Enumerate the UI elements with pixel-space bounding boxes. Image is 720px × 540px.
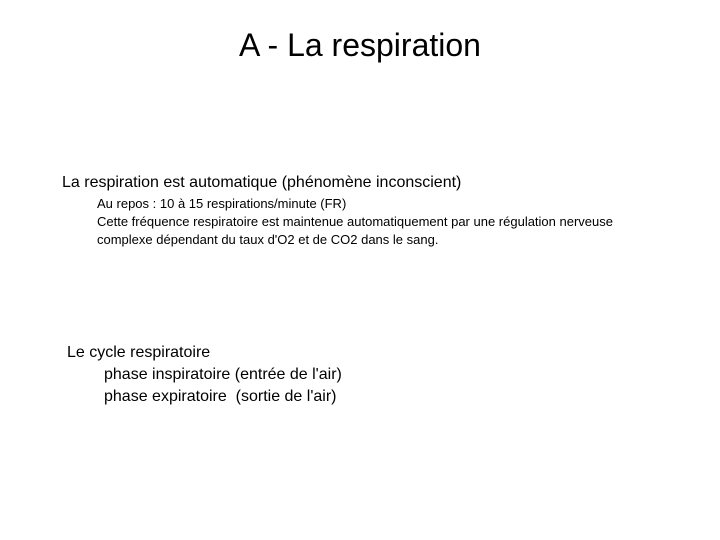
list-item: phase inspiratoire (entrée de l'air) <box>104 366 342 383</box>
section-details <box>97 195 642 249</box>
section-heading-parenthetical: (phénomène inconscient) <box>277 174 462 191</box>
list-item: phase expiratoire (sortie de l'air) <box>104 388 337 405</box>
slide-title: A - La respiration <box>239 27 481 63</box>
cycle-phase-list <box>104 364 667 408</box>
detail-regulation: Cette fréquence respiratoire est maintenue automatiquement par une régulation nerveuse complexe dépendant du taux d'O2 et de CO2 dans le sang. <box>97 214 613 247</box>
section-automatic-breathing <box>62 172 662 249</box>
section-heading-main: La respiration est automatique <box>62 174 278 191</box>
section-heading: Le cycle respiratoire <box>67 344 211 361</box>
section-respiratory-cycle <box>67 342 667 408</box>
detail-rest-rate: Au repos : 10 à 15 respirations/minute (FR) <box>97 196 347 211</box>
section-heading <box>62 172 662 194</box>
